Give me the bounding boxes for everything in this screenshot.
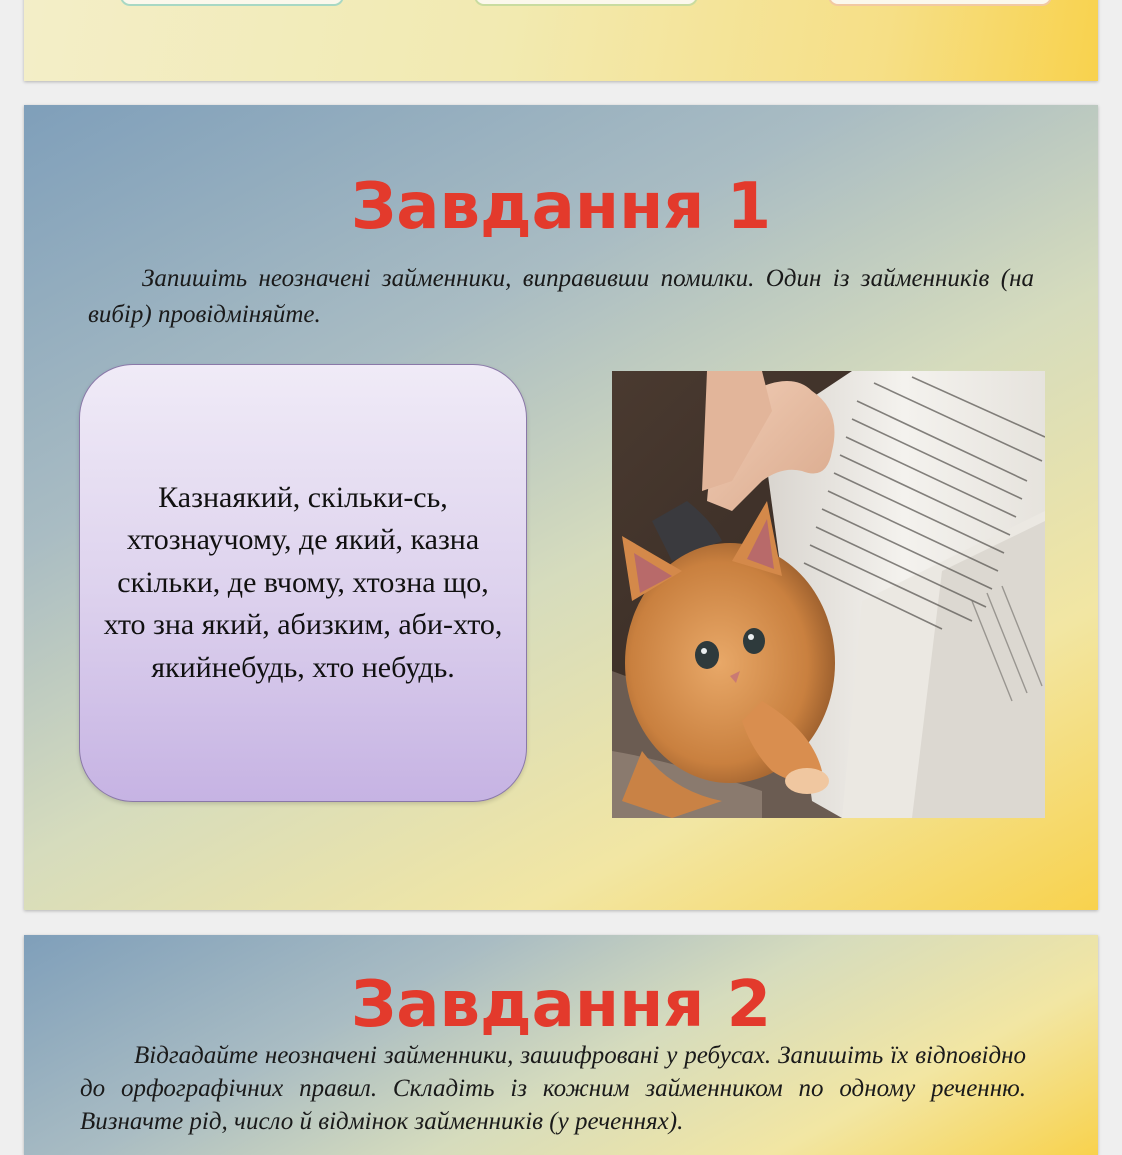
slide-task-2 (24, 935, 1098, 1155)
task-2-title: Завдання 2 (350, 968, 772, 1042)
task-2-instruction: Відгадайте неозначені займенники, зашифровані у ребусах. Запишіть їх відповідно до орфографічних правил. Складіть із кожним займенником по одному реченню. Визначте рід, число й відмінок займенників (у реченнях). (80, 1042, 1026, 1135)
prev-slide-button-1[interactable] (120, 0, 344, 6)
task-1-pronoun-box (79, 364, 527, 802)
prev-slide-button-3[interactable] (828, 0, 1052, 6)
previous-slide (24, 0, 1098, 81)
task-1-pronoun-list: Казнаякий, скільки-сь, хтознаучому, де який, казна скільки, де вчому, хтозна що, хто зна який, абизким, аби-хто, якийнебудь, хто небудь. (103, 480, 503, 684)
task-1-title: Завдання 1 (350, 170, 772, 244)
slide-task-1 (24, 105, 1098, 910)
kitten-reading-book-photo (612, 371, 1045, 818)
task-1-instruction: Запишіть неозначені займенники, виправивши помилки. Один із займенників (на вибір) провідміняйте. (88, 265, 1034, 328)
prev-slide-button-2[interactable] (474, 0, 698, 6)
